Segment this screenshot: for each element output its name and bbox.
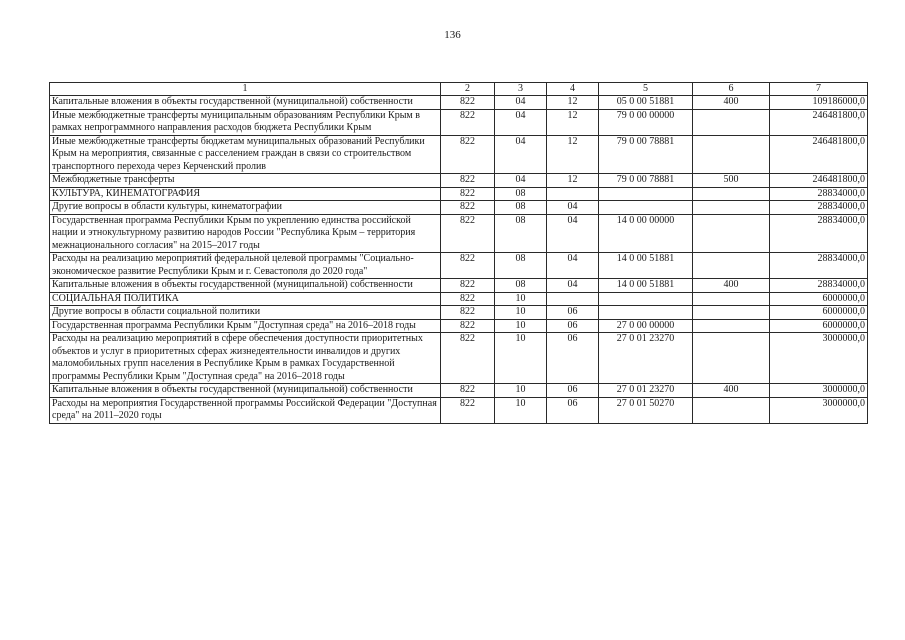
row-subsection-code: 04 [547, 201, 599, 215]
row-target-code: 79 0 00 00000 [599, 109, 693, 135]
row-section-code: 08 [495, 201, 547, 215]
row-ministry-code: 822 [441, 253, 495, 279]
row-target-code: 14 0 00 00000 [599, 214, 693, 253]
row-ministry-code: 822 [441, 333, 495, 384]
row-ministry-code: 822 [441, 201, 495, 215]
row-ministry-code: 822 [441, 292, 495, 306]
row-subsection-code: 04 [547, 253, 599, 279]
row-name: КУЛЬТУРА, КИНЕМАТОГРАФИЯ [50, 187, 441, 201]
row-section-code: 04 [495, 135, 547, 174]
row-target-code: 27 0 00 00000 [599, 319, 693, 333]
row-ministry-code: 822 [441, 214, 495, 253]
header-col-4: 4 [547, 83, 599, 96]
row-section-code: 08 [495, 279, 547, 293]
row-subsection-code: 06 [547, 333, 599, 384]
row-amount: 3000000,0 [770, 397, 868, 423]
row-expense-type [693, 333, 770, 384]
row-expense-type: 400 [693, 384, 770, 398]
header-col-6: 6 [693, 83, 770, 96]
budget-table [49, 82, 868, 424]
row-target-code: 79 0 00 78881 [599, 174, 693, 188]
row-expense-type [693, 187, 770, 201]
header-row [50, 83, 868, 96]
row-amount: 3000000,0 [770, 384, 868, 398]
row-target-code [599, 187, 693, 201]
row-expense-type [693, 253, 770, 279]
table-row [50, 319, 868, 333]
row-amount: 109186000,0 [770, 96, 868, 110]
row-section-code: 10 [495, 292, 547, 306]
header-col-7: 7 [770, 83, 868, 96]
row-section-code: 10 [495, 319, 547, 333]
row-subsection-code: 12 [547, 135, 599, 174]
row-amount: 28834000,0 [770, 253, 868, 279]
row-section-code: 04 [495, 174, 547, 188]
header-col-5: 5 [599, 83, 693, 96]
row-subsection-code [547, 292, 599, 306]
row-section-code: 04 [495, 109, 547, 135]
header-col-2: 2 [441, 83, 495, 96]
row-name: Другие вопросы в области социальной политики [50, 306, 441, 320]
row-expense-type [693, 319, 770, 333]
row-subsection-code: 06 [547, 306, 599, 320]
row-ministry-code: 822 [441, 319, 495, 333]
table-row [50, 333, 868, 384]
row-name: Расходы на мероприятия Государственной программы Российской Федерации "Доступная среда" на 2011–2020 годы [50, 397, 441, 423]
row-section-code: 10 [495, 333, 547, 384]
table-row [50, 187, 868, 201]
row-subsection-code: 12 [547, 96, 599, 110]
row-ministry-code: 822 [441, 397, 495, 423]
row-expense-type [693, 397, 770, 423]
table-row [50, 174, 868, 188]
row-amount: 246481800,0 [770, 174, 868, 188]
row-expense-type: 400 [693, 96, 770, 110]
row-section-code: 10 [495, 384, 547, 398]
row-ministry-code: 822 [441, 96, 495, 110]
row-target-code: 79 0 00 78881 [599, 135, 693, 174]
row-ministry-code: 822 [441, 109, 495, 135]
row-amount: 6000000,0 [770, 319, 868, 333]
row-target-code [599, 306, 693, 320]
row-subsection-code: 06 [547, 397, 599, 423]
row-target-code [599, 292, 693, 306]
row-expense-type [693, 214, 770, 253]
table-row [50, 109, 868, 135]
row-name: Государственная программа Республики Крым по укреплению единства российской нации и этнокультурному развитию народов России "Республика Крым – территория межнационального согласия" на 2015–2017 годы [50, 214, 441, 253]
row-amount: 28834000,0 [770, 279, 868, 293]
row-target-code: 27 0 01 50270 [599, 397, 693, 423]
row-section-code: 08 [495, 253, 547, 279]
row-amount: 28834000,0 [770, 214, 868, 253]
row-expense-type: 500 [693, 174, 770, 188]
table-row [50, 135, 868, 174]
row-ministry-code: 822 [441, 174, 495, 188]
row-amount: 6000000,0 [770, 292, 868, 306]
row-subsection-code [547, 187, 599, 201]
table-row [50, 201, 868, 215]
row-amount: 28834000,0 [770, 187, 868, 201]
row-name: Другие вопросы в области культуры, кинематографии [50, 201, 441, 215]
table-row [50, 397, 868, 423]
row-name: Иные межбюджетные трансферты муниципальным образованиям Республики Крым в рамках непрограммного направления расходов бюджета Республики Крым [50, 109, 441, 135]
table-row [50, 306, 868, 320]
row-section-code: 10 [495, 397, 547, 423]
row-target-code [599, 201, 693, 215]
row-subsection-code: 06 [547, 319, 599, 333]
table-row [50, 253, 868, 279]
header-col-1: 1 [50, 83, 441, 96]
row-target-code: 27 0 01 23270 [599, 333, 693, 384]
row-target-code: 14 0 00 51881 [599, 253, 693, 279]
table-row [50, 96, 868, 110]
row-amount: 3000000,0 [770, 333, 868, 384]
table-row [50, 384, 868, 398]
row-subsection-code: 04 [547, 279, 599, 293]
row-expense-type [693, 201, 770, 215]
row-section-code: 10 [495, 306, 547, 320]
row-expense-type [693, 292, 770, 306]
row-name: Расходы на реализацию мероприятий федеральной целевой программы "Социально-экономическое развитие Республики Крым и г. Севастополя до 2020 года" [50, 253, 441, 279]
row-expense-type [693, 306, 770, 320]
row-section-code: 08 [495, 214, 547, 253]
row-ministry-code: 822 [441, 279, 495, 293]
row-ministry-code: 822 [441, 306, 495, 320]
row-subsection-code: 12 [547, 109, 599, 135]
row-ministry-code: 822 [441, 135, 495, 174]
row-expense-type: 400 [693, 279, 770, 293]
row-amount: 246481800,0 [770, 109, 868, 135]
row-name: Иные межбюджетные трансферты бюджетам муниципальных образований Республики Крым на мероприятия, связанные с расселением граждан в связи со строительством транспортного перехода через Керченский пролив [50, 135, 441, 174]
row-subsection-code: 06 [547, 384, 599, 398]
header-col-3: 3 [495, 83, 547, 96]
row-amount: 28834000,0 [770, 201, 868, 215]
row-amount: 246481800,0 [770, 135, 868, 174]
table-row [50, 279, 868, 293]
row-ministry-code: 822 [441, 384, 495, 398]
row-name: Капитальные вложения в объекты государственной (муниципальной) собственности [50, 384, 441, 398]
row-subsection-code: 12 [547, 174, 599, 188]
table-row [50, 214, 868, 253]
row-target-code: 27 0 01 23270 [599, 384, 693, 398]
row-name: Капитальные вложения в объекты государственной (муниципальной) собственности [50, 279, 441, 293]
row-expense-type [693, 109, 770, 135]
row-target-code: 14 0 00 51881 [599, 279, 693, 293]
page-number: 136 [444, 29, 461, 41]
table-row [50, 292, 868, 306]
row-section-code: 04 [495, 96, 547, 110]
row-ministry-code: 822 [441, 187, 495, 201]
row-name: СОЦИАЛЬНАЯ ПОЛИТИКА [50, 292, 441, 306]
row-target-code: 05 0 00 51881 [599, 96, 693, 110]
row-subsection-code: 04 [547, 214, 599, 253]
row-section-code: 08 [495, 187, 547, 201]
row-expense-type [693, 135, 770, 174]
row-name: Расходы на реализацию мероприятий в сфере обеспечения доступности приоритетных объектов и услуг в приоритетных сферах жизнедеятельности инвалидов и других маломобильных групп населения в Республике Крым в рамках Государственной программы Республики Крым "Доступная среда" на 2016–2018 годы [50, 333, 441, 384]
row-name: Капитальные вложения в объекты государственной (муниципальной) собственности [50, 96, 441, 110]
row-name: Межбюджетные трансферты [50, 174, 441, 188]
row-amount: 6000000,0 [770, 306, 868, 320]
row-name: Государственная программа Республики Крым "Доступная среда" на 2016–2018 годы [50, 319, 441, 333]
